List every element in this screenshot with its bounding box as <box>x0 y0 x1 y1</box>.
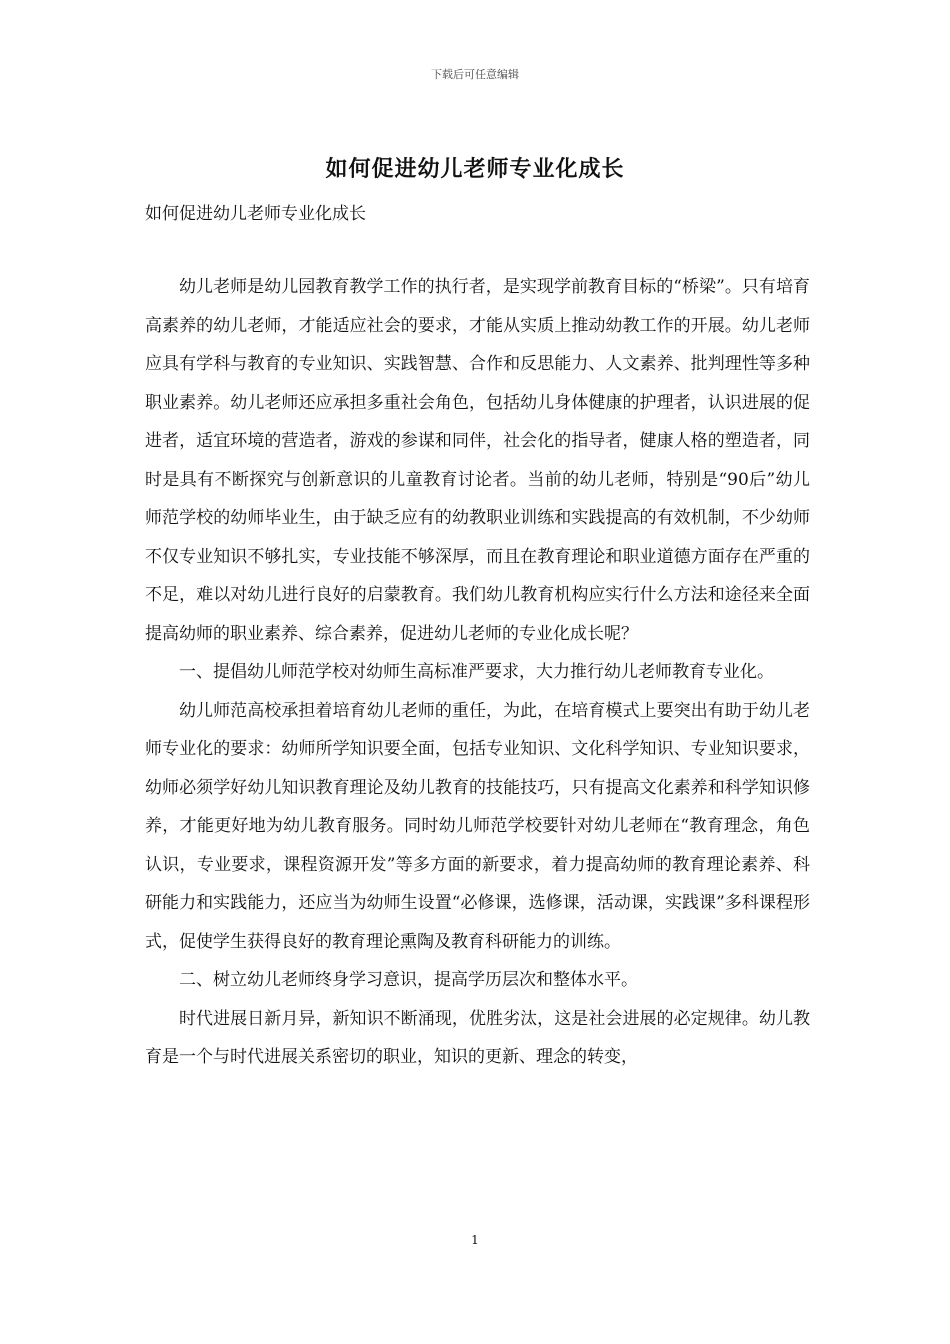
paragraph-intro: 幼儿老师是幼儿园教育教学工作的执行者，是实现学前教育目标的“桥梁”。只有培育高素养的幼儿老师，才能适应社会的要求，才能从实质上推动幼教工作的开展。幼儿老师应具有学科与教育的专业知识、实践智慧、合作和反思能力、人文素养、批判理性等多种职业素养。幼儿老师还应承担多重社会角色，包括幼儿身体健康的护理者，认识进展的促进者，适宜环境的营造者，游戏的参谋和同伴，社会化的指导者，健康人格的塑造者，同时是具有不断探究与创新意识的儿童教育讨论者。当前的幼儿老师，特别是“90后”幼儿师范学校的幼师毕业生，由于缺乏应有的幼教职业训练和实践提高的有效机制，不少幼师不仅专业知识不够扎实，专业技能不够深厚，而且在教育理论和职业道德方面存在严重的不足，难以对幼儿进行良好的启蒙教育。我们幼儿教育机构应实行什么方法和途径来全面提高幼师的职业素养、综合素养，促进幼儿老师的专业化成长呢？ <box>145 277 810 644</box>
paragraph-section-2: 时代进展日新月异，新知识不断涌现，优胜劣汰，这是社会进展的必定规律。幼儿教育是一个与时代进展关系密切的职业，知识的更新、理念的转变， <box>145 1008 810 1067</box>
page-number: 1 <box>471 1233 479 1247</box>
paragraph-section-1: 幼儿师范高校承担着培育幼儿老师的重任，为此，在培育模式上要突出有助于幼儿老师专业化的要求：幼师所学知识要全面，包括专业知识、文化科学知识、专业知识要求，幼师必须学好幼儿知识教育理论及幼儿教育的技能技巧，只有提高文化素养和科学知识修养，才能更好地为幼儿教育服务。同时幼儿师范学校要针对幼儿老师在“教育理念，角色认识，专业要求，课程资源开发”等多方面的新要求，着力提高幼师的教育理论素养、科研能力和实践能力，还应当为幼师生设置“必修课，选修课，活动课，实践课”多科课程形式，促使学生获得良好的教育理论熏陶及教育科研能力的训练。 <box>145 700 810 952</box>
section-heading-1: 一、提倡幼儿师范学校对幼师生高标准严要求，大力推行幼儿老师教育专业化。 <box>179 662 774 682</box>
document-subtitle: 如何促进幼儿老师专业化成长 <box>145 204 366 224</box>
document-title: 如何促进幼儿老师专业化成长 <box>325 156 625 182</box>
section-heading-2: 二、树立幼儿老师终身学习意识，提高学历层次和整体水平。 <box>179 970 638 990</box>
document-body <box>145 268 810 1077</box>
page-header-note: 下载后可任意编辑 <box>431 68 519 81</box>
